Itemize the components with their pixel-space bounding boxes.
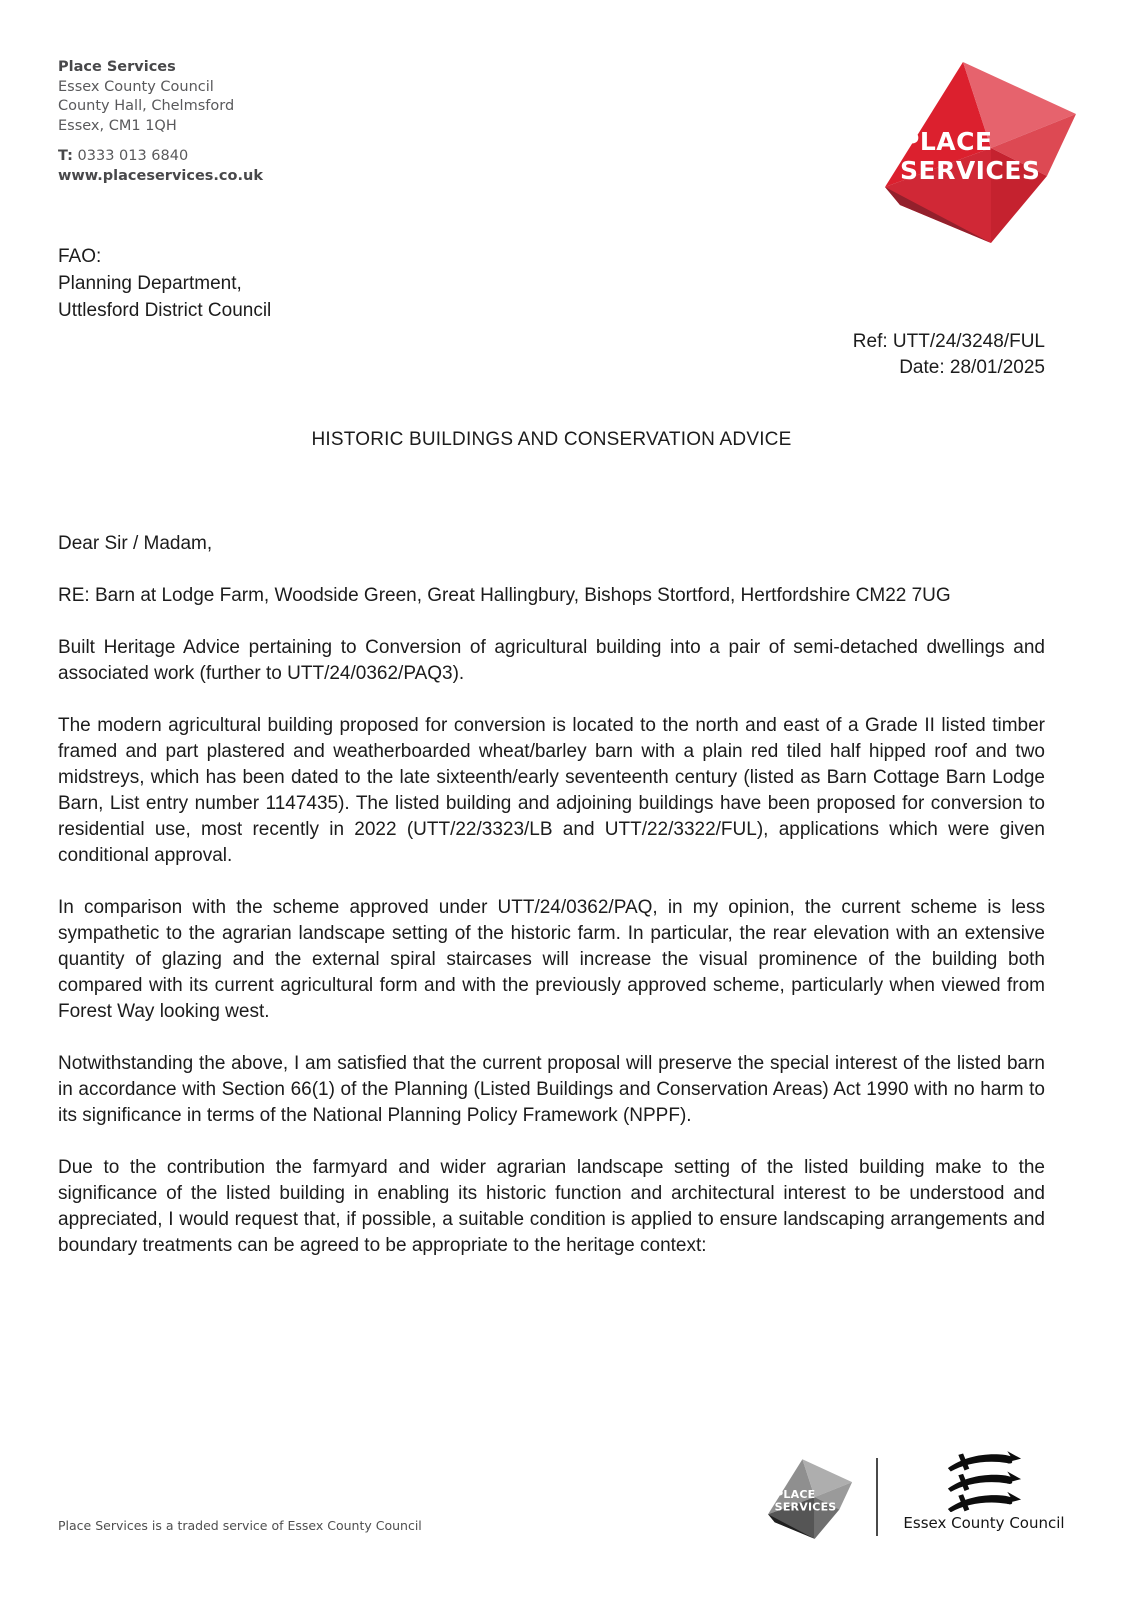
- letterhead-address-line: Essex County Council: [58, 78, 214, 95]
- reference-block: [853, 329, 1045, 381]
- letterhead-phone-line: [58, 147, 263, 167]
- date-value: 28/01/2025: [949, 357, 1045, 378]
- body-paragraph: RE: Barn at Lodge Farm, Woodside Green, Great Hallingbury, Bishops Stortford, Hertfordshire CM22 7UG: [58, 585, 951, 606]
- body-paragraph: In comparison with the scheme approved under UTT/24/0362/PAQ, in my opinion, the current scheme is less sympathetic to the agrarian landscape setting of the historic farm. In particular, the rear elevation with an extensive quantity of glazing and the external spiral staircases will increase the visual prominence of the building both compared with its current agricultural form and with the previously approved scheme, particularly when viewed from Forest Way looking west.: [58, 897, 1045, 1022]
- letterhead-address-block: [58, 58, 263, 186]
- footer-logo-text-line1: PLACE: [775, 1488, 816, 1501]
- footer-note: Place Services is a traded service of Essex County Council: [58, 1518, 422, 1533]
- salutation: Dear Sir / Madam,: [58, 533, 213, 554]
- date-line: [853, 355, 1045, 381]
- ref-label: Ref:: [852, 331, 888, 352]
- document-title: HISTORIC BUILDINGS AND CONSERVATION ADVICE: [311, 429, 792, 450]
- letterhead-address-line: Essex, CM1 1QH: [58, 117, 177, 134]
- place-services-logo-icon: [878, 55, 1078, 245]
- logo-text-line2: SERVICES: [900, 156, 1041, 185]
- logo-text-line1: PLACE: [901, 127, 993, 156]
- ref-line: [853, 329, 1045, 355]
- date-label: Date:: [899, 357, 945, 378]
- body-paragraphs: [58, 583, 1045, 1259]
- phone-label: T:: [58, 148, 73, 164]
- body-paragraph: Due to the contribution the farmyard and wider agrarian landscape setting of the listed building make to the significance of the listed building in enabling its historic function and architectural interest to be understood and appreciated, I would request that, if possible, a suitable condition is applied to ensure landscaping arrangements and boundary treatments can be agreed to be appropriate to the heritage context:: [58, 1157, 1045, 1256]
- phone-number: 0333 013 6840: [77, 148, 189, 164]
- recipient-lines: [58, 270, 271, 324]
- essex-county-council-logo: [898, 1450, 1070, 1532]
- body-paragraph: Notwithstanding the above, I am satisfied that the current proposal will preserve the special interest of the listed barn in accordance with Section 66(1) of the Planning (Listed Buildings and Conservation Areas) Act 1990 with no harm to its significance in terms of the National Planning Policy Framework (NPPF).: [58, 1053, 1045, 1126]
- ref-value: UTT/24/3248/FUL: [892, 331, 1045, 352]
- recipient-line: Planning Department,: [58, 273, 242, 294]
- footer-divider: [876, 1458, 878, 1536]
- letter-body: [58, 531, 1045, 1285]
- place-services-footer-logo-icon: [765, 1456, 853, 1540]
- recipient-line: Uttlesford District Council: [58, 300, 272, 321]
- letterhead-org-name: Place Services: [58, 59, 176, 75]
- body-paragraph: The modern agricultural building proposed for conversion is located to the north and east of a Grade II listed timber framed and part plastered and weatherboarded wheat/barley barn with a plain red tiled half hipped roof and two midstreys, which has been dated to the late sixteenth/early seventeenth century (listed as Barn Cottage Barn Lodge Barn, List entry number 1147435). The listed building and adjoining buildings have been proposed for conversion to residential use, most recently in 2022 (UTT/22/3323/LB and UTT/22/3322/FUL), applications which were given conditional approval.: [58, 715, 1045, 866]
- letterhead-website: www.placeservices.co.uk: [58, 167, 263, 184]
- letterhead-address-lines: [58, 78, 263, 137]
- letterhead-address-line: County Hall, Chelmsford: [58, 98, 235, 114]
- footer-logo-text-line2: SERVICES: [774, 1500, 837, 1514]
- fao-label: FAO:: [58, 246, 102, 267]
- body-paragraph: Built Heritage Advice pertaining to Conversion of agricultural building into a pair of semi-detached dwellings and associated work (further to UTT/24/0362/PAQ3).: [58, 637, 1045, 684]
- essex-seaxes-icon: [946, 1450, 1022, 1512]
- essex-logo-text: Essex County Council: [903, 1514, 1065, 1532]
- recipient-block: [58, 243, 271, 324]
